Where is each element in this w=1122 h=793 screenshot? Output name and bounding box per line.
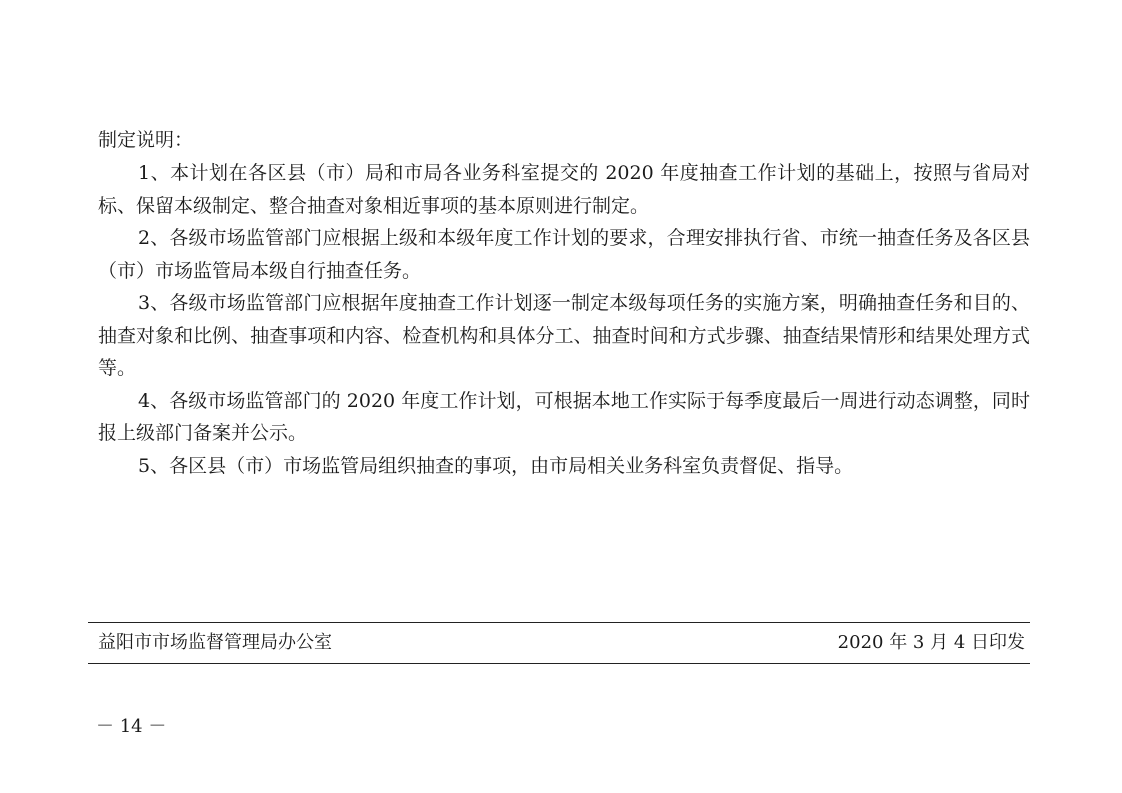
document-body [98,123,1030,482]
paragraph-4: 4、各级市场监管部门的 2020 年度工作计划，可根据本地工作实际于每季度最后一周进行动态调整，同时报上级部门备案并公示。 [98,389,1030,444]
issue-date: 2020 年 3 月 4 日印发 [837,632,1025,653]
section-heading: 制定说明： [98,129,194,151]
page-number: － 14 － [96,716,167,737]
paragraph-2: 2、各级市场监管部门应根据上级和本级年度工作计划的要求，合理安排执行省、市统一抽查任务及各区县（市）市场监管局本级自行抽查任务。 [98,227,1030,282]
issuing-office: 益阳市市场监督管理局办公室 [98,632,332,653]
footer-bottom-rule [88,663,1030,664]
footer-top-rule [88,622,1030,623]
paragraph-3: 3、各级市场监管部门应根据年度抽查工作计划逐一制定本级每项任务的实施方案，明确抽查任务和目的、抽查对象和比例、抽查事项和内容、检查机构和具体分工、抽查时间和方式步骤、抽查结果情形和结果处理方式等。 [98,292,1030,379]
paragraph-1: 1、本计划在各区县（市）局和市局各业务科室提交的 2020 年度抽查工作计划的基础上，按照与省局对标、保留本级制定、整合抽查对象相近事项的基本原则进行制定。 [98,162,1030,217]
paragraph-5: 5、各区县（市）市场监管局组织抽查的事项，由市局相关业务科室负责督促、指导。 [138,454,854,477]
